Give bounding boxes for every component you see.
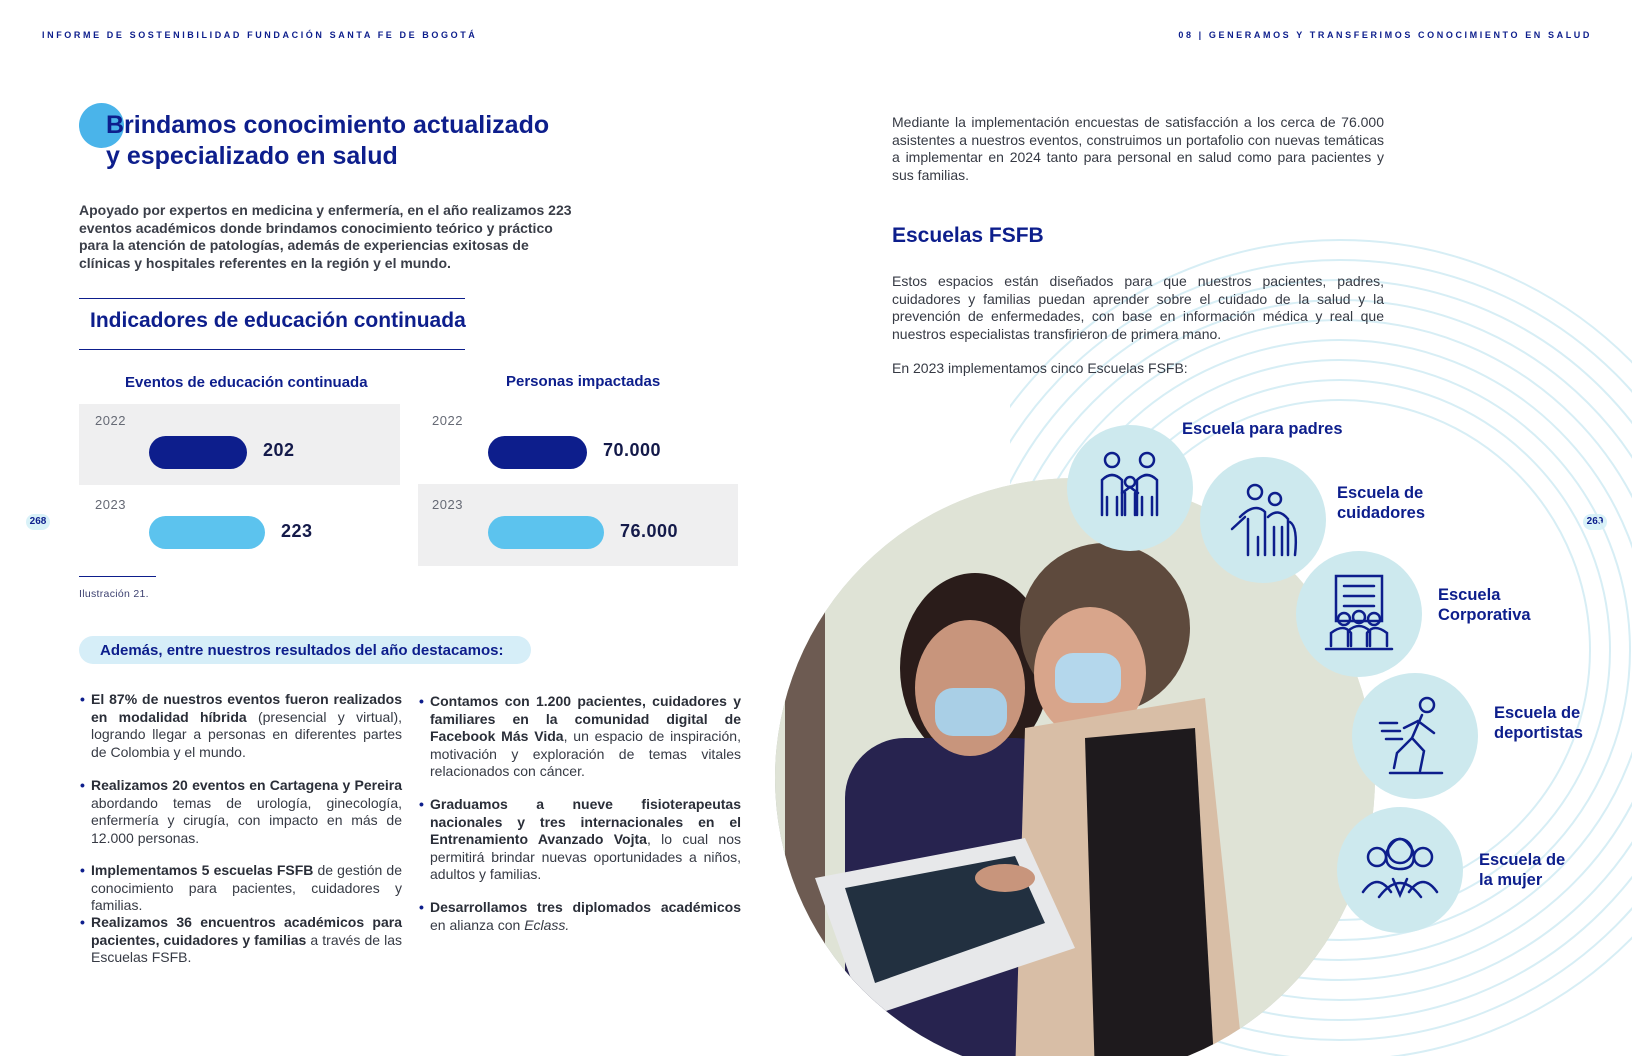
events-2022-value: 202 xyxy=(263,440,295,460)
parents-icon xyxy=(1067,425,1193,551)
highlights-title: Además, entre nuestros resultados del año destacamos: xyxy=(100,642,504,659)
page-title xyxy=(106,110,606,172)
title-line-2: y especializado en salud xyxy=(106,142,398,170)
women-school-circle xyxy=(1337,807,1463,933)
bullet-dot-icon: • xyxy=(80,777,85,793)
indicators-title: Indicadores de educación continuada xyxy=(90,309,466,332)
school-label-line: Escuela xyxy=(1438,586,1501,604)
corporate-school-circle xyxy=(1296,551,1422,677)
highlight-item xyxy=(419,693,741,781)
school-label-corporate xyxy=(1438,585,1531,625)
bullet-dot-icon: • xyxy=(419,796,424,812)
highlight-item xyxy=(419,899,741,934)
school-label-women xyxy=(1479,850,1565,890)
highlight-text: en alianza con xyxy=(430,916,525,933)
events-year-2023: 2023 xyxy=(95,497,126,512)
school-label-line: Escuela de xyxy=(1479,851,1566,869)
highlight-item xyxy=(80,914,403,967)
highlight-bold: El 87% de nuestros eventos fueron realizados en modalidad híbrida xyxy=(91,691,402,725)
people-2023-value: 76.000 xyxy=(620,521,679,541)
women-icon xyxy=(1337,807,1463,933)
bullet-dot-icon: • xyxy=(419,693,424,709)
corporate-icon xyxy=(1296,551,1422,677)
parents-school-circle xyxy=(1067,425,1193,551)
figure-caption: Ilustración 21. xyxy=(79,588,149,600)
events-year-2022: 2022 xyxy=(95,413,126,428)
events-2023-value: 223 xyxy=(281,521,313,541)
school-label-athletes xyxy=(1494,703,1583,743)
events-2022-bar xyxy=(149,436,247,469)
highlight-bold: Contamos con 1.200 pacientes, cuidadores y familiares en la comunidad digital de Facebook Más Vida xyxy=(430,693,741,745)
people-year-2022: 2022 xyxy=(432,413,463,428)
people-2022-value: 70.000 xyxy=(603,440,662,460)
school-label-line: Escuela para padres xyxy=(1182,420,1343,438)
highlight-text: a través de las Escuelas FSFB. xyxy=(91,931,403,966)
people-2022-bar xyxy=(488,436,587,469)
athletes-school-circle xyxy=(1352,673,1478,799)
highlight-text: , lo cual nos permitirá brindar nuevas oportunidades a niños, adultos y familias. xyxy=(430,831,741,883)
highlight-item xyxy=(80,777,402,847)
people-chart-title: Personas impactadas xyxy=(506,373,661,390)
highlight-bold: Desarrollamos tres diplomados académicos xyxy=(430,899,741,915)
highlight-bold: Implementamos 5 escuelas FSFB xyxy=(91,862,314,878)
school-label-line: Escuela de xyxy=(1494,704,1581,722)
highlight-bold: Realizamos 20 eventos en Cartagena y Pereira xyxy=(91,777,402,793)
school-label-line: cuidadores xyxy=(1337,504,1426,522)
highlight-bold: Graduamos a nueve fisioterapeutas nacionales y tres internacionales en el Entrenamiento Avanzado Vojta xyxy=(430,796,741,848)
events-chart-title: Eventos de educación continuada xyxy=(125,374,368,391)
highlight-bold: Realizamos 36 encuentros académicos para pacientes, cuidadores y familias xyxy=(91,914,402,948)
page-number-left: 268 xyxy=(26,514,50,530)
highlight-text: de gestión de conocimiento para pacientes, cuidadores y familias. xyxy=(91,862,402,914)
highlight-item xyxy=(80,862,402,915)
schools-intro: En 2023 implementamos cinco Escuelas FSFB: xyxy=(892,360,1188,376)
bullet-dot-icon: • xyxy=(80,862,85,878)
bullet-dot-icon: • xyxy=(80,914,85,930)
caption-rule xyxy=(79,576,156,577)
school-label-caregivers xyxy=(1337,483,1425,523)
athlete-icon xyxy=(1352,673,1478,799)
bullet-dot-icon: • xyxy=(419,899,424,915)
page-number-right: 269 xyxy=(1583,514,1607,530)
highlight-text: (presencial y virtual), logrando llegar a personas en diferentes partes de Colombia y el mundo. xyxy=(91,708,402,760)
schools-description: Estos espacios están diseñados para que nuestros pacientes, padres, cuidadores y familias puedan aprender sobre el cuidado de la salud y la prevención de enfermedades, con base en información médica y real que nuestros especialistas transfirieron de primera mano. xyxy=(892,273,1384,342)
school-label-line: Escuela de xyxy=(1337,484,1424,502)
header-section-title: 08 | GENERAMOS Y TRANSFERIMOS CONOCIMIENTO EN SALUD xyxy=(1178,30,1592,40)
school-label-line: la mujer xyxy=(1479,871,1543,889)
highlight-text: , un espacio de inspiración, motivación y exploración de temas vitales relacionados con cáncer. xyxy=(430,728,741,780)
highlight-text: abordando temas de urología, ginecología, enfermería y cirugía, con impacto en más de 12.000 personas. xyxy=(91,794,402,846)
people-year-2023: 2023 xyxy=(432,497,463,512)
satisfaction-paragraph: Mediante la implementación encuestas de satisfacción a los cerca de 76.000 asistentes a nuestros eventos, construimos un portafolio con nuevas temáticas a implementar en 2024 tanto para personal en salud como para pacientes y sus familias. xyxy=(892,114,1384,183)
bullet-dot-icon: • xyxy=(80,691,85,707)
highlight-item xyxy=(80,691,402,761)
header-report-title: INFORME DE SOSTENIBILIDAD FUNDACIÓN SANTA FE DE BOGOTÁ xyxy=(42,30,478,40)
events-2023-bar xyxy=(149,516,265,549)
intro-paragraph: Apoyado por expertos en medicina y enfermería, en el año realizamos 223 eventos académicos donde brindamos conocimiento teórico y práctico para la atención de patologías, además de experiencias exitosas de clínicas y hospitales referentes en la región y el mundo. xyxy=(79,202,572,271)
highlight-item xyxy=(419,796,741,884)
people-2023-bar xyxy=(488,516,604,549)
school-label-line: Corporativa xyxy=(1438,606,1531,624)
school-label-line: deportistas xyxy=(1494,724,1583,742)
schools-title: Escuelas FSFB xyxy=(892,224,1044,247)
title-line-1: Brindamos conocimiento actualizado xyxy=(106,111,550,139)
school-label-parents xyxy=(1182,419,1343,439)
highlight-italic: Eclass. xyxy=(524,916,570,933)
